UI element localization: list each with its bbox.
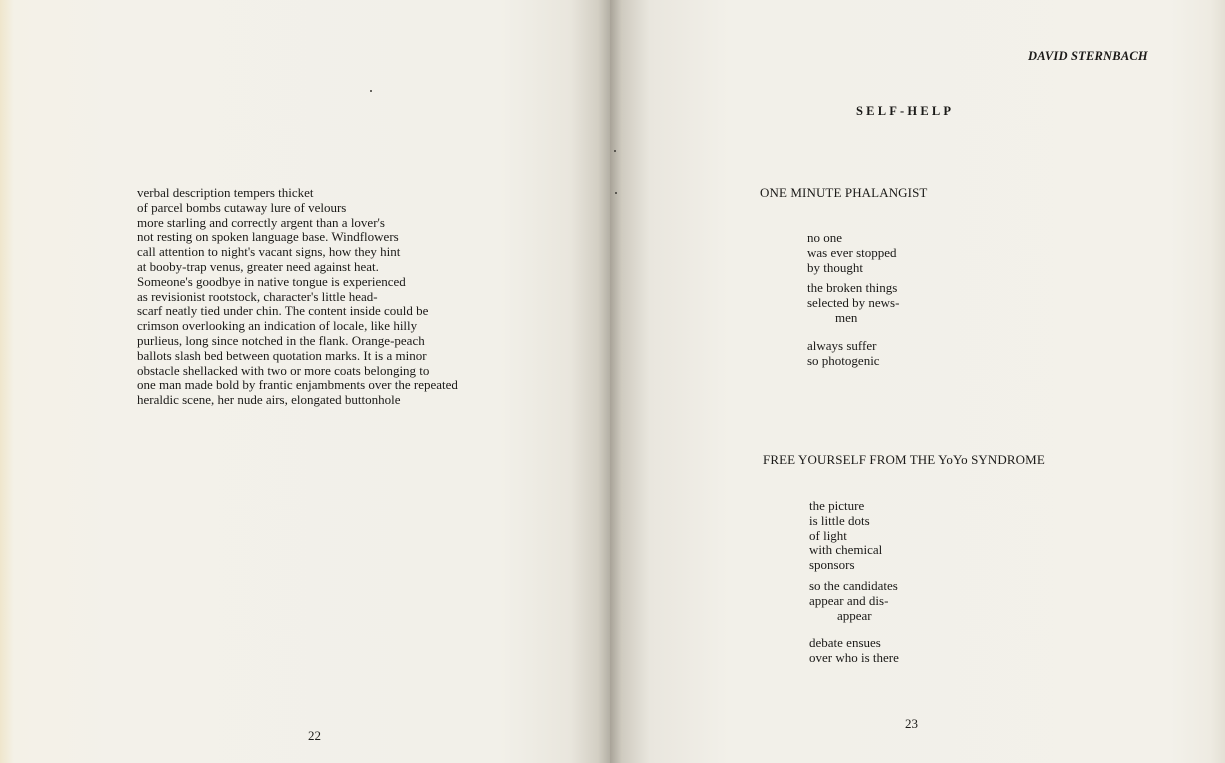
poem-line: so photogenic <box>807 352 880 368</box>
prose-line: scarf neatly tied under chin. The content inside could be <box>137 303 429 319</box>
poem-line: always suffer <box>807 337 877 353</box>
poem-line: the picture <box>809 498 865 513</box>
poem-line: sponsors <box>809 557 855 573</box>
poem-body <box>807 231 899 368</box>
prose-line: crimson overlooking an indication of locale, like hilly <box>137 318 418 334</box>
prose-line: one man made bold by frantic enjambments over the repeated <box>137 377 458 393</box>
poem-line: appear and dis- <box>809 592 889 608</box>
prose-line: more starling and correctly argent than a lover's <box>137 214 385 230</box>
stanza-break <box>807 326 899 339</box>
poem-line: no one <box>807 230 843 245</box>
paper-speck <box>370 90 372 92</box>
prose-poem <box>137 186 517 408</box>
prose-line: obstacle shellacked with two or more coats belonging to <box>137 362 430 378</box>
prose-line: of parcel bombs cutaway lure of velours <box>137 199 347 215</box>
prose-line: at booby-trap venus, greater need against heat. <box>137 258 379 274</box>
paper-speck <box>614 150 616 152</box>
poem-title: FREE YOURSELF FROM THE YoYo SYNDROME <box>763 452 1045 467</box>
prose-line: purlieus, long since notched in the flank. Orange-peach <box>137 332 425 348</box>
poem-line: by thought <box>807 259 863 275</box>
page-number-right: 23 <box>905 716 918 731</box>
paper-speck <box>615 192 617 194</box>
poem-line: so the candidates <box>809 577 898 593</box>
prose-line: not resting on spoken language base. Windflowers <box>137 229 399 245</box>
poem-line: was ever stopped <box>807 244 897 260</box>
poem-line: of light <box>809 527 847 543</box>
page-number-left: 22 <box>308 728 321 743</box>
poem-body <box>809 499 899 666</box>
prose-line: Someone's goodbye in native tongue is experienced <box>137 273 406 289</box>
poem-line: with chemical <box>809 542 883 558</box>
poem-line: selected by news- <box>807 295 900 311</box>
section-title: SELF-HELP <box>856 104 955 118</box>
poem-line: appear <box>837 607 872 623</box>
poem-line: men <box>835 309 858 325</box>
poem-line: the broken things <box>807 280 898 296</box>
prose-line: ballots slash bed between quotation marks. It is a minor <box>137 347 427 363</box>
poem-line: is little dots <box>809 512 870 528</box>
running-header-author: DAVID STERNBACH <box>1028 49 1148 63</box>
left-page <box>0 0 610 763</box>
prose-line: call attention to night's vacant signs, how they hint <box>137 244 401 260</box>
poem-line: over who is there <box>809 650 899 666</box>
prose-line: verbal description tempers thicket <box>137 185 314 200</box>
prose-line: as revisionist rootstock, character's little head- <box>137 288 378 304</box>
poem-line: debate ensues <box>809 635 881 651</box>
prose-line: heraldic scene, her nude airs, elongated buttonhole <box>137 392 401 408</box>
poem-title: ONE MINUTE PHALANGIST <box>760 185 928 200</box>
